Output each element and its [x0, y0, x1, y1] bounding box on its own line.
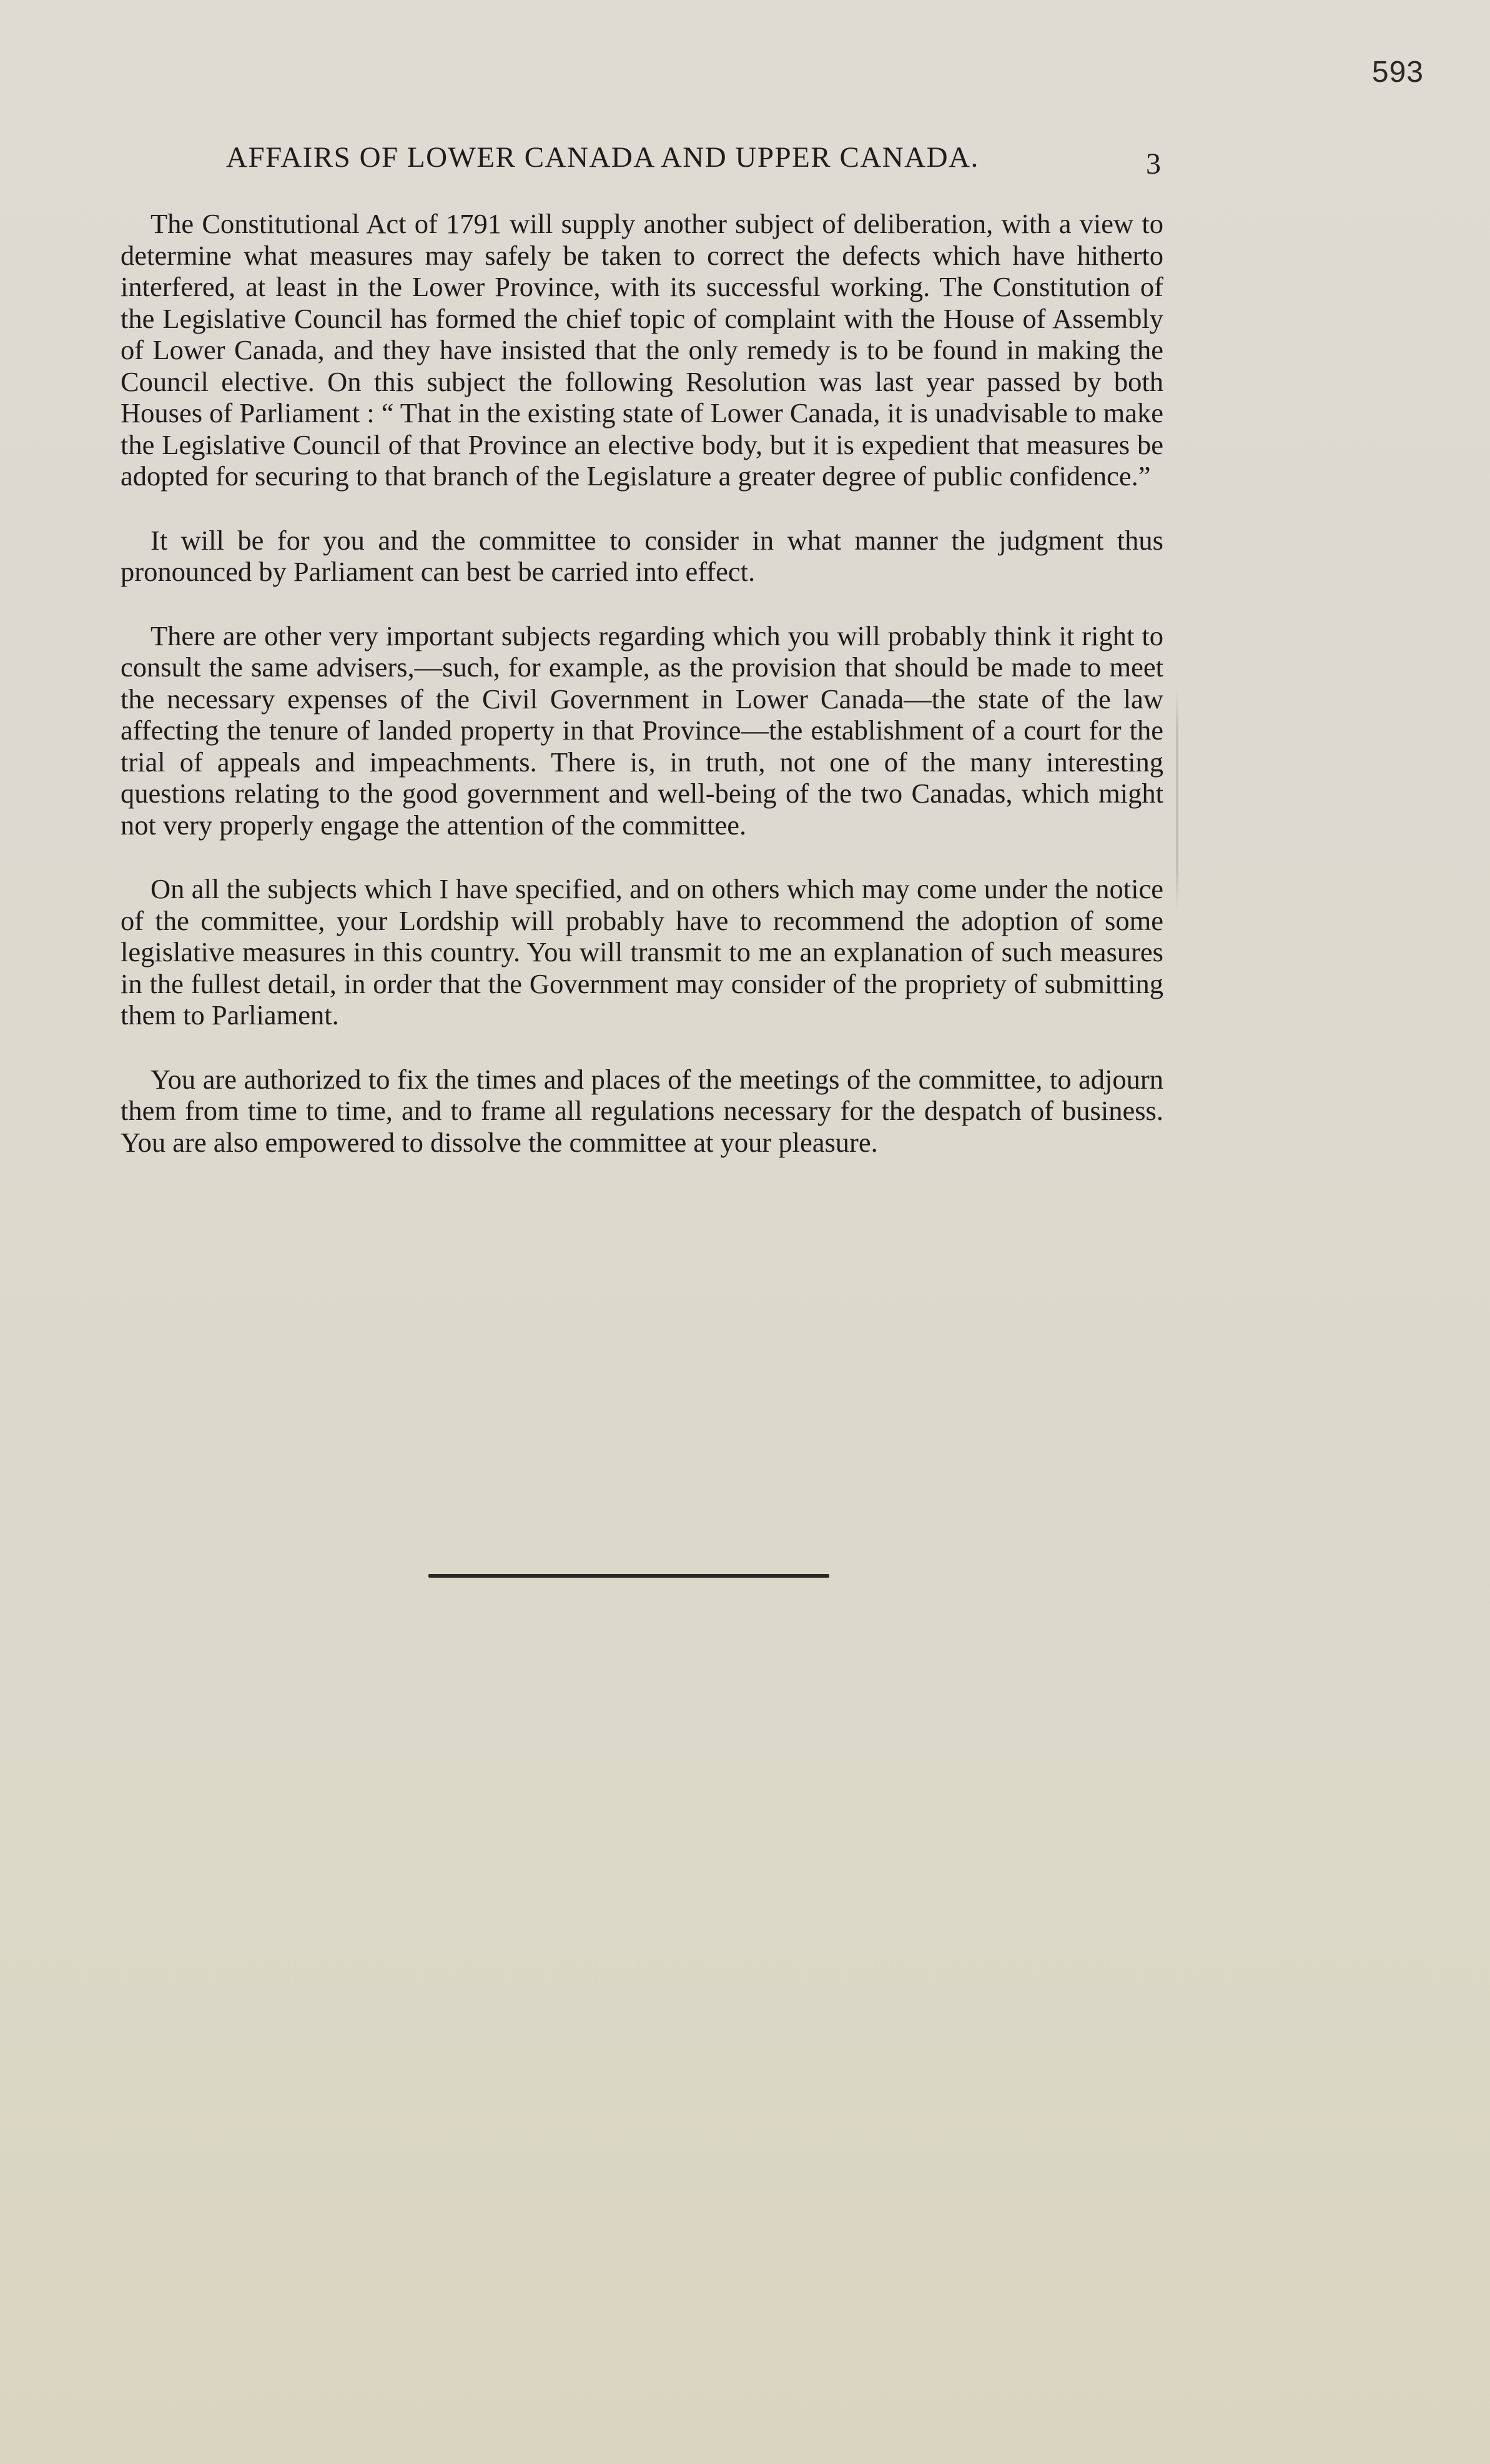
closing-rule	[428, 1574, 829, 1578]
paragraph-other-subjects: There are other very important subjects regarding which you will probably think it right to consult the same advisers,—such, for example, as the provision that should be made to meet the necessary expenses of the Civil Government in Lower Canada—the state of the law affecting the tenure of landed property in that Province—the establishment of a court for the trial of appeals and impeachments. There is, in truth, not one of the many interesting questions relating to the good government and well-being of the two Canadas, which might not very properly engage the attention of the committee.	[121, 620, 1163, 841]
paragraph-legislative-measures: On all the subjects which I have specified, and on others which may come under the notice of the committee, your Lordship will probably have to recommend the adoption of some legislative measures in this country. You will transmit to me an explanation of such measures in the fullest detail, in order that the Government may consider of the propriety of submitting them to Parliament.	[121, 873, 1163, 1031]
margin-mark	[1176, 687, 1178, 912]
page-number: 593	[1371, 56, 1424, 89]
running-head-folio: 3	[1146, 147, 1162, 181]
running-head	[226, 141, 1163, 181]
paragraph-authorization: You are authorized to fix the times and places of the meetings of the committee, to adjourn them from time to time, and to frame all regulations necessary for the despatch of business. You are also empowered to dissolve the committee at your pleasure.	[121, 1063, 1163, 1158]
running-head-title: AFFAIRS OF LOWER CANADA AND UPPER CANADA.	[226, 141, 979, 174]
body-text	[121, 208, 1163, 1190]
paragraph-constitutional-act: The Constitutional Act of 1791 will supply another subject of deliberation, with a view to determine what measures may safely be taken to correct the defects which have hitherto interfered, at least in the Lower Province, with its successful working. The Constitution of the Legislative Council has formed the chief topic of complaint with the House of Assembly of Lower Canada, and they have insisted that the only remedy is to be found in making the Council elective. On this subject the following Resolution was last year passed by both Houses of Parliament : “ That in the existing state of Lower Canada, it is unadvisable to make the Legislative Council of that Province an elective body, but it is expedient that measures be adopted for securing to that branch of the Legislature a greater degree of public confidence.”	[121, 208, 1163, 492]
paragraph-judgment: It will be for you and the committee to consider in what manner the judgment thus pronounced by Parliament can best be carried into effect.	[121, 524, 1163, 587]
